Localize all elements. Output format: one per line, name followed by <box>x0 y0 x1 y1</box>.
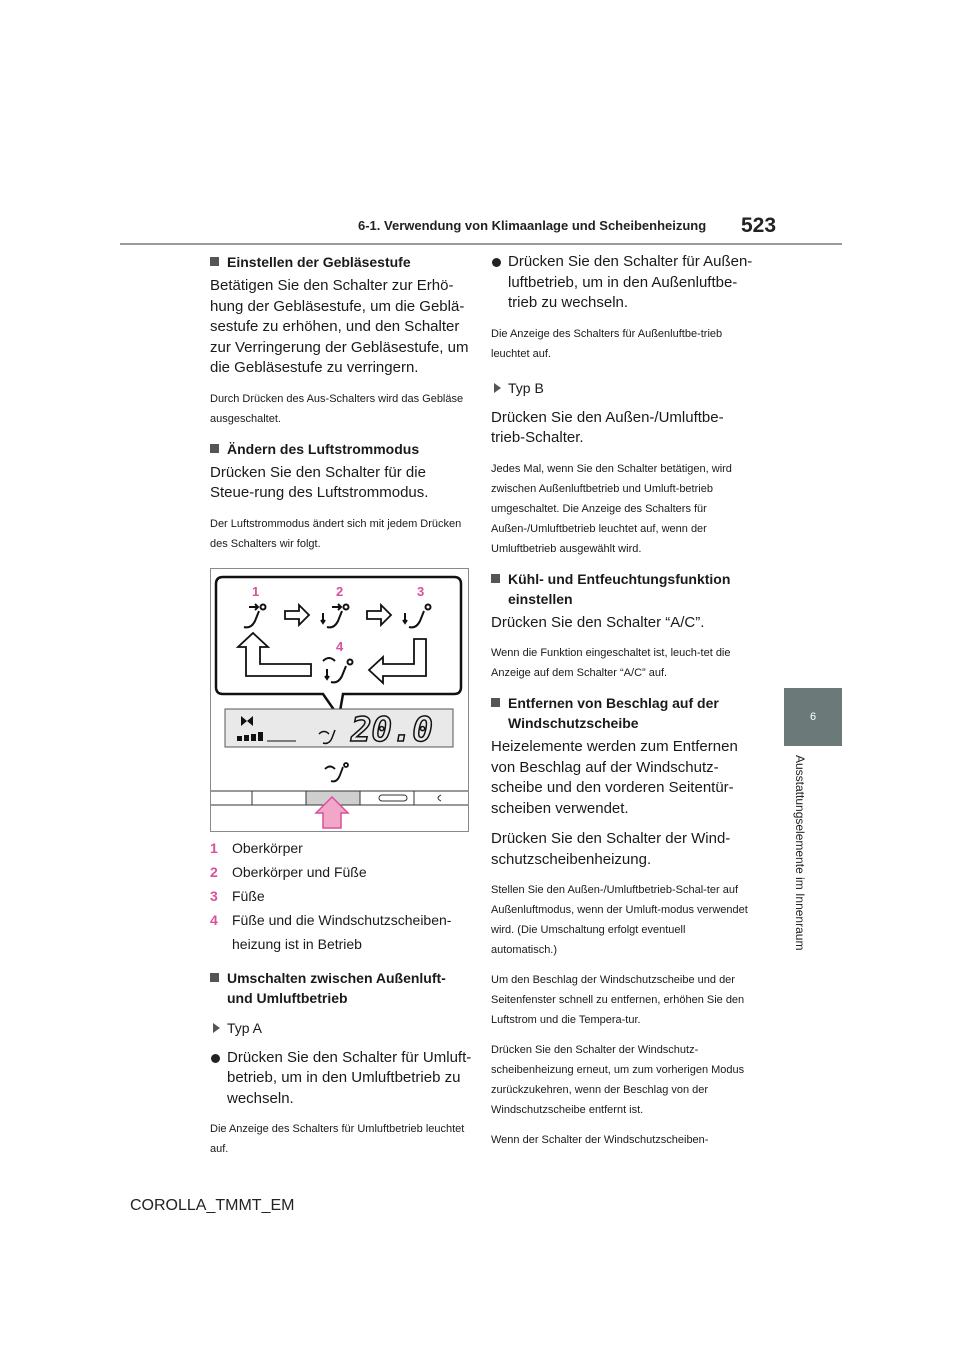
document-code: COROLLA_TMMT_EM <box>130 1197 295 1214</box>
type-label <box>210 1018 472 1038</box>
section-title: 6-1. Verwendung von Klimaanlage und Scheibenheizung <box>358 218 707 233</box>
note: Der Luftstrommodus ändert sich mit jedem Drücken des Schalters wir folgt. <box>210 517 462 550</box>
paragraph: Betätigen Sie den Schalter zur Erhö-hung der Gebläsestufe, um die Geblä-sestufe zu erhöhen, und den Schalter zur Verringerung der Gebläsestufe, um die Gebläsestufe zu verringern. <box>210 277 469 376</box>
paragraph: Drücken Sie den Außen-/Umluftbe-trieb-Schalter. <box>491 408 724 446</box>
bullet-item <box>210 1048 472 1110</box>
legend-item <box>210 884 472 908</box>
legend-number: 4 <box>210 911 218 928</box>
paragraph: Drücken Sie den Schalter der Wind-schutzscheibenheizung. <box>491 830 731 868</box>
note: Um den Beschlag der Windschutzscheibe und der Seitenfenster schnell zu entfernen, erhöhen Sie den Luftstrom und die Tempera-tur. <box>491 974 745 1026</box>
legend-item <box>210 908 472 956</box>
round-bullet-icon <box>211 1054 220 1063</box>
heading-text: Umschalten zwischen Außenluft- und Umluftbetrieb <box>227 969 446 1006</box>
paragraph: Heizelemente werden zum Entfernen von Beschlag auf der Windschutz-scheibe und den vorderen Seitentür-scheiben verwendet. <box>491 738 738 817</box>
bullet-text: Drücken Sie den Schalter für Umluft-betrieb, um in den Umluftbetrieb zu wechseln. <box>227 1048 472 1107</box>
chapter-label-text: Ausstattungselemente im Innenraum <box>793 755 807 951</box>
mode-label-4: 4 <box>336 638 344 654</box>
section-heading <box>210 968 472 1008</box>
legend-text: Oberkörper und Füße <box>232 863 367 880</box>
section-heading <box>210 252 472 272</box>
section-heading <box>491 569 753 609</box>
chapter-label <box>769 755 829 985</box>
legend-item <box>210 836 472 860</box>
mode-label-2: 2 <box>336 583 344 599</box>
section-heading <box>491 693 753 733</box>
triangle-bullet-icon <box>213 1023 220 1033</box>
button-slot <box>379 795 407 801</box>
legend-text: Füße <box>232 887 265 904</box>
round-bullet-icon <box>492 258 501 267</box>
note: Stellen Sie den Außen-/Umluftbetrieb-Schal-ter auf Außenluftmodus, wenn der Umluft-modus verwendet wird. (Die Umschaltung erfolgt eventuell automatisch.) <box>491 884 748 956</box>
note: Wenn die Funktion eingeschaltet ist, leuch-tet die Anzeige auf dem Schalter “A/C” auf. <box>491 647 731 679</box>
defrost-mode-icon <box>325 763 348 781</box>
square-bullet-icon <box>491 574 500 583</box>
bullet-text: Drücken Sie den Schalter für Außen-luftbetrieb, um in den Außenluftbe-trieb zu wechseln. <box>508 253 753 311</box>
note: Durch Drücken des Aus-Schalters wird das Gebläse ausgeschaltet. <box>210 392 464 425</box>
type-label <box>491 378 753 398</box>
airflow-diagram <box>211 569 468 831</box>
square-bullet-icon <box>210 444 219 453</box>
chapter-tab: 6 <box>784 688 842 746</box>
legend-item <box>210 860 472 884</box>
legend-number: 1 <box>210 839 218 856</box>
square-bullet-icon <box>210 257 219 266</box>
page-number: 523 <box>741 214 777 237</box>
note: Wenn der Schalter der Windschutzscheiben- <box>491 1134 709 1146</box>
square-bullet-icon <box>491 698 500 707</box>
type-text: Typ A <box>227 1019 263 1036</box>
heading-text: Entfernen von Beschlag auf der Windschutzscheibe <box>508 695 719 731</box>
paragraph: Drücken Sie den Schalter “A/C”. <box>491 613 705 631</box>
square-bullet-icon <box>210 973 219 982</box>
airflow-mode-figure <box>210 568 469 832</box>
note: Drücken Sie den Schalter der Windschutz-scheibenheizung erneut, um zum vorherigen Modus zurückzukehren, wenn der Beschlag von der Windschutzscheibe entfernt ist. <box>491 1044 745 1116</box>
note: Die Anzeige des Schalters für Außenluftbe-trieb leuchtet auf. <box>491 327 723 360</box>
paragraph: Drücken Sie den Schalter für die Steue-rung des Luftstrommodus. <box>210 463 429 501</box>
triangle-bullet-icon <box>494 383 501 393</box>
right-column <box>491 252 753 1160</box>
header-divider <box>120 243 842 245</box>
heading-text: Ändern des Luftstrommodus <box>227 440 420 457</box>
temperature-display: 20.0 <box>351 709 433 750</box>
note: Jedes Mal, wenn Sie den Schalter betätigen, wird zwischen Außenluftbetrieb und Umluft-betrieb umgeschaltet. Die Anzeige des Schalters für Außen-/Umluftbetrieb leuchtet auf, wenn der Umluftbetrieb ausgewählt wird. <box>491 462 732 555</box>
legend-number: 3 <box>210 887 218 904</box>
type-text: Typ B <box>508 379 544 396</box>
legend-text: Oberkörper <box>232 839 303 856</box>
heading-text: Kühl- und Entfeuchtungsfunktion einstellen <box>508 570 731 607</box>
section-heading <box>210 439 472 459</box>
heading-text: Einstellen der Gebläsestufe <box>227 254 411 270</box>
legend-text: Füße und die Windschutzscheiben-heizung ist in Betrieb <box>232 911 452 952</box>
left-column <box>210 252 472 1169</box>
mode-label-3: 3 <box>417 583 425 599</box>
mode-label-1: 1 <box>252 583 260 599</box>
legend-number: 2 <box>210 863 218 880</box>
note: Die Anzeige des Schalters für Umluftbetrieb leuchtet auf. <box>210 1123 465 1155</box>
bullet-item <box>491 252 753 314</box>
